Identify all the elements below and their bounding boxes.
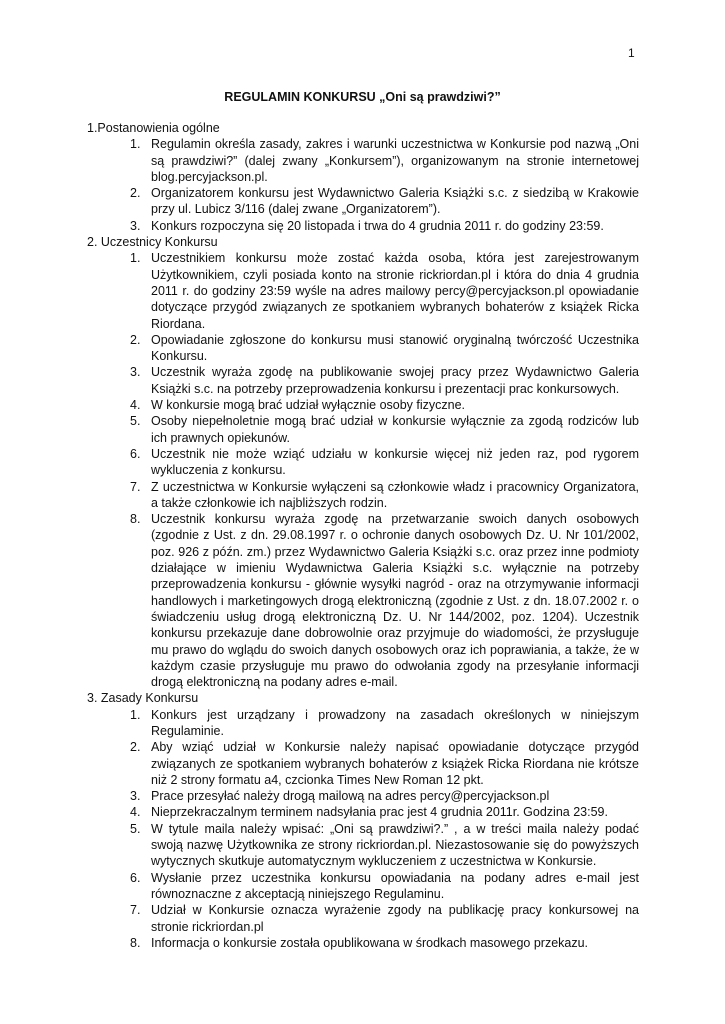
list-item-text: Regulamin określa zasady, zakres i warunki uczestnictwa w Konkursie pod nazwą „Oni są prawdziwi?” (dalej zwany „Konkursem”), organizowanym na stronie internetowej blog.percyjackson.pl. <box>151 137 639 184</box>
list-item-text: Osoby niepełnoletnie mogą brać udział w konkursie wyłącznie za zgodą rodziców lub ich prawnych opiekunów. <box>151 414 639 445</box>
list-item-number: 1. <box>130 137 141 152</box>
list-item-number: 4. <box>130 398 141 413</box>
list-item-text: Opowiadanie zgłoszone do konkursu musi stanowić oryginalną twórczość Uczestnika Konkursu. <box>151 332 639 364</box>
list-item-text: Aby wziąć udział w Konkursie należy napisać opowiadanie dotyczące przygód związanych ze spotkaniem wybranych bohaterów z książek Ricka Riordana nie krótsze niż 2 strony formatu a4, czcionka Times New Roman 12 pkt. <box>151 740 639 787</box>
document-body <box>87 120 639 951</box>
section-heading: 3. Zasady Konkursu <box>87 691 199 706</box>
list-item-text: Organizatorem konkursu jest Wydawnictwo Galeria Książki s.c. z siedzibą w Krakowie przy ul. Lubicz 3/116 (dalej zwane „Organizatorem”). <box>151 186 639 217</box>
list-item-number: 2. <box>130 186 141 201</box>
list-item-text: Udział w Konkursie oznacza wyrażenie zgody na publikację pracy konkursowej na stronie rickriordan.pl <box>151 903 639 934</box>
list-item-number: 4. <box>130 805 141 820</box>
list-item <box>87 413 639 446</box>
list-item-number: 8. <box>130 512 141 527</box>
list-item-number: 1. <box>130 251 141 266</box>
list-item-text: Uczestnik wyraża zgodę na publikowanie swojej pracy przez Wydawnictwo Galeria Książki s.c. na potrzeby przeprowadzenia konkursu i prezentacji prac konkursowych. <box>151 365 639 396</box>
list-item-text: Konkurs jest urządzany i prowadzony na zasadach określonych w niniejszym Regulaminie. <box>151 707 639 738</box>
list-item <box>87 707 639 740</box>
list-item-text: Informacja o konkursie została opublikowana w środkach masowego przekazu. <box>151 935 589 950</box>
list-item <box>87 364 639 397</box>
list-item-number: 1. <box>130 707 141 722</box>
list-item <box>87 218 639 234</box>
list-item-number: 3. <box>130 218 141 233</box>
list-item <box>87 739 639 788</box>
list-item-text: Nieprzekraczalnym terminem nadsyłania prac jest 4 grudnia 2011r. Godzina 23:59. <box>151 805 608 820</box>
list-item-number: 3. <box>130 789 141 804</box>
list-item-text: Uczestnik konkursu wyraża zgodę na przetwarzanie swoich danych osobowych (zgodnie z Ust. z dn. 29.08.1997 r. o ochronie danych osobowych Dz. U. Nr 101/2002, poz. 926 z późn. zm.) przez Wydawnictwo Galeria Książki s.c. oraz przez inne podmioty działające w imieniu Wydawnictwa Galeria Książki s.c. wyłącznie na potrzeby przeprowadzenia konkursu - głównie wysyłki nagród - oraz na otrzymywanie informacji handlowych i marketingowych drogą elektroniczną (zgodnie z Ust. z dn. 18.07.2002 r. o świadczeniu usług drogą elektroniczną Dz. U. Nr 144/2002, poz. 1204). Uczestnik konkursu przekazuje dane dobrowolnie oraz przyjmuje do wiadomości, że przysługuje mu prawo do wglądu do swoich danych osobowych oraz ich poprawiania, a także, że w każdym czasie przysługuje mu prawo do odwołania zgody na przesyłanie informacji drogą elektroniczną na podany adres e-mail. <box>151 512 639 690</box>
list-item-text: Prace przesyłać należy drogą mailową na adres percy@percyjackson.pl <box>151 789 550 804</box>
list-item <box>87 902 639 935</box>
list-item <box>87 136 639 185</box>
section <box>87 120 639 234</box>
list-item-text: Uczestnikiem konkursu może zostać każda osoba, która jest zarejestrowanym Użytkownikiem, czyli posiada konto na stronie rickriordan.pl i która do dnia 4 grudnia 2011 r. do godziny 23:59 wyśle na adres mailowy percy@percyjackson.pl opowiadanie dotyczące przygód związanych ze spotkaniem wybranych bohaterów z książek Ricka Riordana. <box>151 251 639 331</box>
list-item-number: 8. <box>130 935 141 950</box>
list-item <box>87 250 639 331</box>
list-item <box>87 332 639 365</box>
list-item-number: 3. <box>130 365 141 380</box>
list-item <box>87 397 639 413</box>
list-item-number: 2. <box>130 332 141 347</box>
list-item <box>87 788 639 804</box>
list-item-number: 5. <box>130 821 141 836</box>
list-item-number: 5. <box>130 414 141 429</box>
page-number: 1 <box>628 46 635 60</box>
list-item <box>87 479 639 512</box>
list-item-text: Wysłanie przez uczestnika konkursu opowiadania na podany adres e-mail jest równoznaczne z akceptacją niniejszego Regulaminu. <box>151 870 639 901</box>
list-item <box>87 511 639 690</box>
list-item-number: 7. <box>130 479 141 494</box>
section <box>87 234 639 690</box>
section-list <box>87 707 639 951</box>
list-item <box>87 446 639 479</box>
list-item-text: Konkurs rozpoczyna się 20 listopada i trwa do 4 grudnia 2011 r. do godziny 23:59. <box>151 218 604 233</box>
list-item-number: 6. <box>130 870 141 885</box>
document-title: REGULAMIN KONKURSU „Oni są prawdziwi?” <box>224 90 501 104</box>
list-item-text: Uczestnik nie może wziąć udziału w konkursie więcej niż jeden raz, pod rygorem wykluczenia z konkursu. <box>151 446 639 478</box>
list-item-number: 2. <box>130 740 141 755</box>
list-item <box>87 821 639 870</box>
list-item <box>87 935 639 951</box>
list-item-number: 7. <box>130 903 141 918</box>
list-item-text: W konkursie mogą brać udział wyłącznie osoby fizyczne. <box>151 398 466 413</box>
section <box>87 690 639 951</box>
list-item-number: 6. <box>130 446 141 461</box>
section-list <box>87 136 639 234</box>
section-heading: 2. Uczestnicy Konkursu <box>87 235 218 250</box>
list-item <box>87 870 639 903</box>
list-item-text: Z uczestnictwa w Konkursie wyłączeni są członkowie władz i pracownicy Organizatora, a także członkowie ich najbliższych rodzin. <box>151 479 639 510</box>
section-heading: 1.Postanowienia ogólne <box>87 121 220 135</box>
section-list <box>87 250 639 690</box>
list-item <box>87 185 639 218</box>
list-item-text: W tytule maila należy wpisać: „Oni są prawdziwi?.” , a w treści maila należy podać swoją nazwę Użytkownika ze strony rickriordan.pl. Niezastosowanie się do powyższych wytycznych skutkuje automatycznym wykluczeniem z uczestnictwa w Konkursie. <box>151 821 639 869</box>
list-item <box>87 804 639 820</box>
